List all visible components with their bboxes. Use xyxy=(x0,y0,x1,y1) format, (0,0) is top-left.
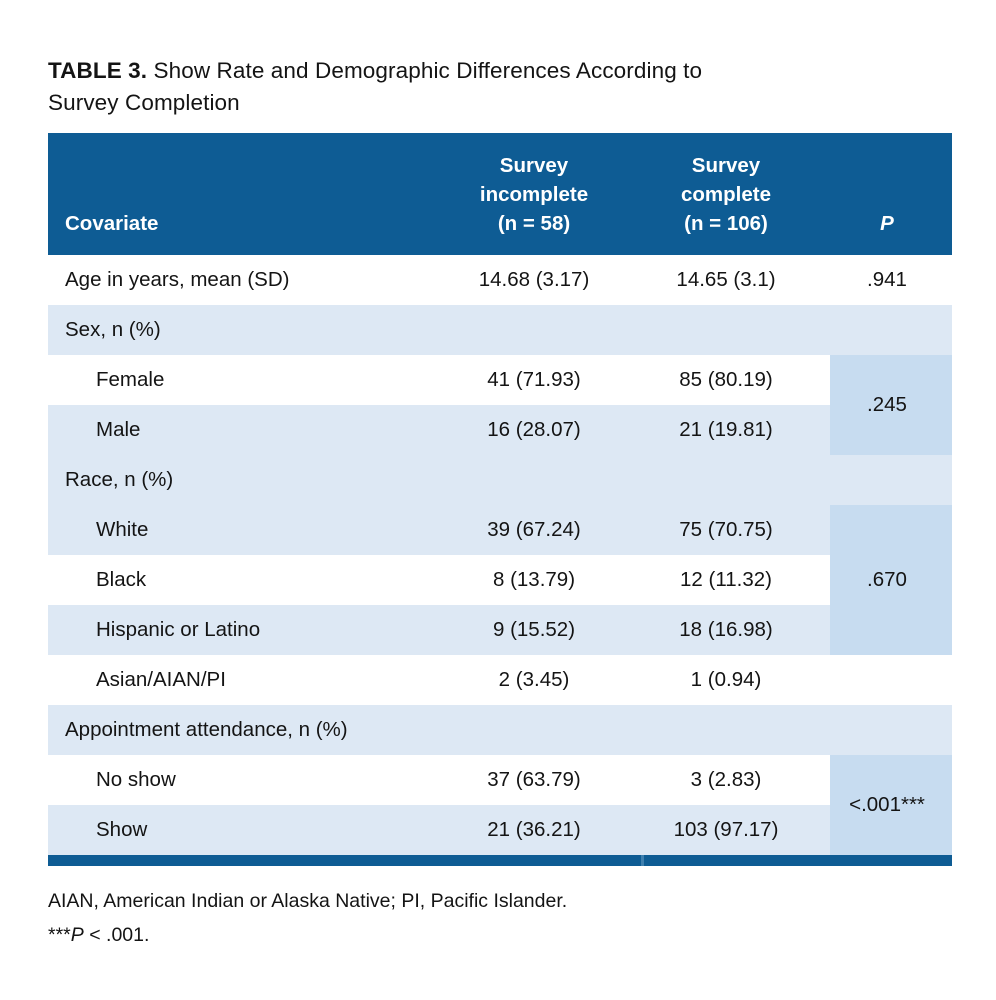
table-head xyxy=(48,133,952,255)
column-header-complete-line2: complete xyxy=(681,183,771,206)
table-row xyxy=(48,605,952,655)
table-row xyxy=(48,805,952,855)
table-caption xyxy=(48,55,708,119)
column-header-survey-incomplete xyxy=(446,133,636,255)
table-number-label: TABLE 3. xyxy=(48,58,148,83)
cell-male-incomplete: 16 (28.07) xyxy=(446,405,636,455)
column-header-covariate xyxy=(48,133,446,255)
cell-show-complete: 103 (97.17) xyxy=(636,805,830,855)
cell-female-incomplete: 41 (71.93) xyxy=(446,355,636,405)
table-row xyxy=(48,755,952,805)
column-header-p-label: P xyxy=(880,212,894,235)
table-header-row xyxy=(48,133,952,255)
group-spacer-sex-complete xyxy=(636,305,830,355)
group-spacer-race-p xyxy=(830,455,952,505)
cell-race-p: .670 xyxy=(830,505,952,655)
group-spacer-race-incomplete xyxy=(446,455,636,505)
header-spacer-p xyxy=(830,147,944,209)
cell-age-p: .941 xyxy=(830,255,952,305)
cell-hispanic-complete: 18 (16.98) xyxy=(636,605,830,655)
table-row xyxy=(48,655,952,705)
group-spacer-sex-incomplete xyxy=(446,305,636,355)
table-row xyxy=(48,405,952,455)
table-caption-text: Show Rate and Demographic Differences According to Survey Completion xyxy=(48,58,703,115)
row-label-no-show: No show xyxy=(48,755,446,805)
column-header-complete-line1: Survey xyxy=(691,154,761,177)
cell-white-complete: 75 (70.75) xyxy=(636,505,830,555)
table-row xyxy=(48,555,952,605)
group-spacer-appt-complete xyxy=(636,705,830,755)
group-label-appointment: Appointment attendance, n (%) xyxy=(48,705,446,755)
footnote-p-symbol: P xyxy=(70,924,84,946)
group-spacer-appt-incomplete xyxy=(446,705,636,755)
cell-age-incomplete: 14.68 (3.17) xyxy=(446,255,636,305)
footnote-asterisks: *** xyxy=(48,924,71,946)
row-label-asian: Asian/AIAN/PI xyxy=(48,655,446,705)
column-header-survey-complete xyxy=(636,133,830,255)
column-header-covariate-label: Covariate xyxy=(65,212,159,235)
cell-no-show-incomplete: 37 (63.79) xyxy=(446,755,636,805)
cell-asian-p xyxy=(830,655,952,705)
table-row xyxy=(48,255,952,305)
cell-male-complete: 21 (19.81) xyxy=(636,405,830,455)
cell-white-incomplete: 39 (67.24) xyxy=(446,505,636,555)
bottom-rule-gap xyxy=(641,855,644,866)
row-label-white: White xyxy=(48,505,446,555)
cell-female-complete: 85 (80.19) xyxy=(636,355,830,405)
footnote-significance xyxy=(48,918,952,952)
cell-hispanic-incomplete: 9 (15.52) xyxy=(446,605,636,655)
demographics-table xyxy=(48,133,952,855)
table-row xyxy=(48,355,952,405)
column-header-incomplete-n: (n = 58) xyxy=(497,212,571,235)
cell-show-incomplete: 21 (36.21) xyxy=(446,805,636,855)
cell-asian-complete: 1 (0.94) xyxy=(636,655,830,705)
header-spacer xyxy=(65,147,446,209)
group-spacer-sex-p xyxy=(830,305,952,355)
group-spacer-appt-p xyxy=(830,705,952,755)
group-label-race: Race, n (%) xyxy=(48,455,446,505)
row-label-male: Male xyxy=(48,405,446,455)
row-label-black: Black xyxy=(48,555,446,605)
cell-no-show-complete: 3 (2.83) xyxy=(636,755,830,805)
footnote-p-value: < .001. xyxy=(83,924,150,946)
table-container xyxy=(48,133,952,866)
cell-appointment-p: <.001*** xyxy=(830,755,952,855)
column-header-incomplete-line1: Survey xyxy=(499,154,569,177)
table-footnotes xyxy=(48,884,952,952)
footnote-abbreviations: AIAN, American Indian or Alaska Native; PI, Pacific Islander. xyxy=(48,890,568,912)
table-body xyxy=(48,255,952,855)
column-header-incomplete-line2: incomplete xyxy=(479,183,589,206)
row-label-female: Female xyxy=(48,355,446,405)
table-group-row-appointment xyxy=(48,705,952,755)
column-header-complete-n: (n = 106) xyxy=(684,212,768,235)
group-spacer-race-complete xyxy=(636,455,830,505)
cell-sex-p: .245 xyxy=(830,355,952,455)
table-row xyxy=(48,505,952,555)
cell-age-complete: 14.65 (3.1) xyxy=(636,255,830,305)
table-group-row-race xyxy=(48,455,952,505)
cell-black-incomplete: 8 (13.79) xyxy=(446,555,636,605)
cell-black-complete: 12 (11.32) xyxy=(636,555,830,605)
cell-asian-incomplete: 2 (3.45) xyxy=(446,655,636,705)
column-header-p-value xyxy=(830,133,952,255)
row-label-show: Show xyxy=(48,805,446,855)
row-label-hispanic: Hispanic or Latino xyxy=(48,605,446,655)
table-bottom-rule xyxy=(48,855,952,866)
table-group-row-sex xyxy=(48,305,952,355)
row-label-age: Age in years, mean (SD) xyxy=(48,255,446,305)
group-label-sex: Sex, n (%) xyxy=(48,305,446,355)
